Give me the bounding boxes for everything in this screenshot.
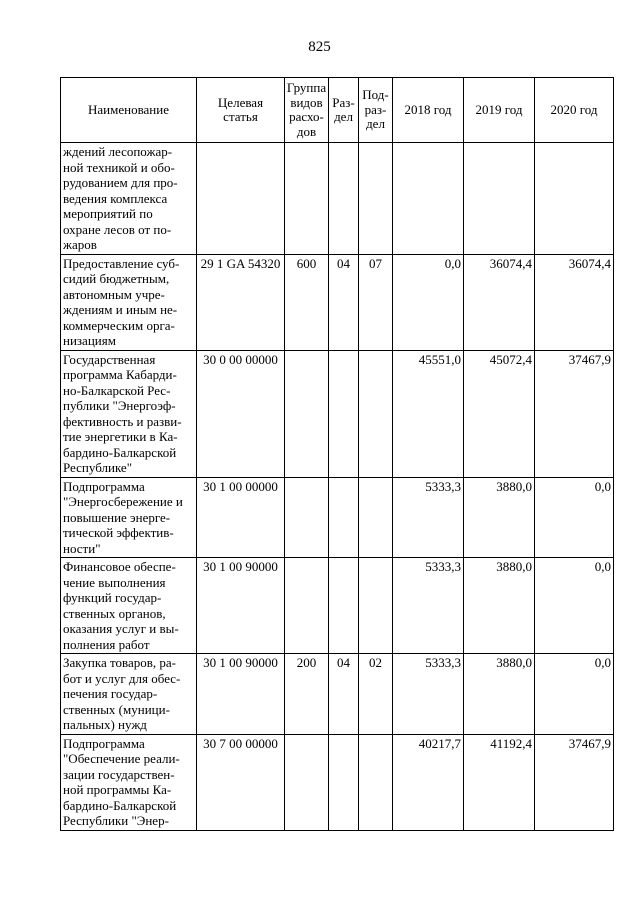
- table-row: [61, 558, 614, 654]
- row-amount-2020: 36074,4: [535, 254, 614, 350]
- row-subsection: [359, 477, 393, 558]
- row-amount-2020: 0,0: [535, 477, 614, 558]
- table-row: [61, 350, 614, 477]
- header-expense-group: Группа видов расхо- дов: [285, 78, 329, 143]
- row-amount-2019: [464, 143, 535, 255]
- header-year-2019: 2019 год: [464, 78, 535, 143]
- row-amount-2018: 40217,7: [393, 734, 464, 830]
- row-amount-2020: 37467,9: [535, 734, 614, 830]
- row-amount-2018: [393, 143, 464, 255]
- row-target-article: 29 1 GA 54320: [197, 254, 285, 350]
- row-expense-group: [285, 558, 329, 654]
- row-target-article: 30 1 00 00000: [197, 477, 285, 558]
- row-amount-2019: 41192,4: [464, 734, 535, 830]
- row-amount-2018: 5333,3: [393, 654, 464, 735]
- table-row: [61, 477, 614, 558]
- row-section: [329, 734, 359, 830]
- row-expense-group: [285, 734, 329, 830]
- row-amount-2018: 0,0: [393, 254, 464, 350]
- row-expense-group: [285, 143, 329, 255]
- row-section: [329, 350, 359, 477]
- row-subsection: [359, 734, 393, 830]
- row-subsection: [359, 558, 393, 654]
- header-year-2020: 2020 год: [535, 78, 614, 143]
- row-amount-2019: 3880,0: [464, 477, 535, 558]
- row-name: ждений лесопожар- ной техникой и обо- рудованием для про- ведения комплекса мероприятий по охране лесов от по- жаров: [61, 143, 197, 255]
- row-section: 04: [329, 254, 359, 350]
- row-expense-group: 200: [285, 654, 329, 735]
- budget-table: [60, 77, 614, 831]
- row-section: [329, 143, 359, 255]
- row-name: Подпрограмма "Энергосбережение и повышение энерге- тической эффектив- ности": [61, 477, 197, 558]
- row-amount-2018: 5333,3: [393, 477, 464, 558]
- row-name: Предоставление суб- сидий бюджетным, автономным учре- ждениям и иным не- коммерческим орга- низациям: [61, 254, 197, 350]
- row-target-article: 30 1 00 90000: [197, 558, 285, 654]
- header-section: Раз- дел: [329, 78, 359, 143]
- row-target-article: [197, 143, 285, 255]
- header-name: Наименование: [61, 78, 197, 143]
- row-amount-2018: 5333,3: [393, 558, 464, 654]
- row-subsection: 07: [359, 254, 393, 350]
- header-year-2018: 2018 год: [393, 78, 464, 143]
- row-name: Закупка товаров, ра- бот и услуг для обес- печения государ- ственных (муници- пальных) нужд: [61, 654, 197, 735]
- row-target-article: 30 7 00 00000: [197, 734, 285, 830]
- table-row: [61, 734, 614, 830]
- row-section: 04: [329, 654, 359, 735]
- row-subsection: 02: [359, 654, 393, 735]
- row-expense-group: 600: [285, 254, 329, 350]
- row-amount-2020: [535, 143, 614, 255]
- row-name: Подпрограмма "Обеспечение реали- зации государствен- ной программы Ка- бардино-Балкарской Республики "Энер-: [61, 734, 197, 830]
- header-target-article: Целевая статья: [197, 78, 285, 143]
- header-subsection: Под- раз- дел: [359, 78, 393, 143]
- row-amount-2020: 0,0: [535, 558, 614, 654]
- row-expense-group: [285, 350, 329, 477]
- row-expense-group: [285, 477, 329, 558]
- row-subsection: [359, 143, 393, 255]
- row-amount-2019: 45072,4: [464, 350, 535, 477]
- page-number: 825: [308, 39, 331, 55]
- table-row: [61, 654, 614, 735]
- row-name: Финансовое обеспе- чение выполнения функций государ- ственных органов, оказания услуг и вы- полнения работ: [61, 558, 197, 654]
- table-row: [61, 254, 614, 350]
- row-section: [329, 477, 359, 558]
- row-subsection: [359, 350, 393, 477]
- row-amount-2019: 36074,4: [464, 254, 535, 350]
- row-amount-2019: 3880,0: [464, 654, 535, 735]
- table-row: [61, 143, 614, 255]
- row-amount-2019: 3880,0: [464, 558, 535, 654]
- row-amount-2020: 0,0: [535, 654, 614, 735]
- table-header-row: [61, 78, 614, 143]
- row-amount-2018: 45551,0: [393, 350, 464, 477]
- row-section: [329, 558, 359, 654]
- row-amount-2020: 37467,9: [535, 350, 614, 477]
- row-name: Государственная программа Кабарди- но-Балкарской Рес- публики "Энергоэф- фективность и разви- тие энергетики в Ка- бардино-Балкарской Республике": [61, 350, 197, 477]
- row-target-article: 30 1 00 90000: [197, 654, 285, 735]
- row-target-article: 30 0 00 00000: [197, 350, 285, 477]
